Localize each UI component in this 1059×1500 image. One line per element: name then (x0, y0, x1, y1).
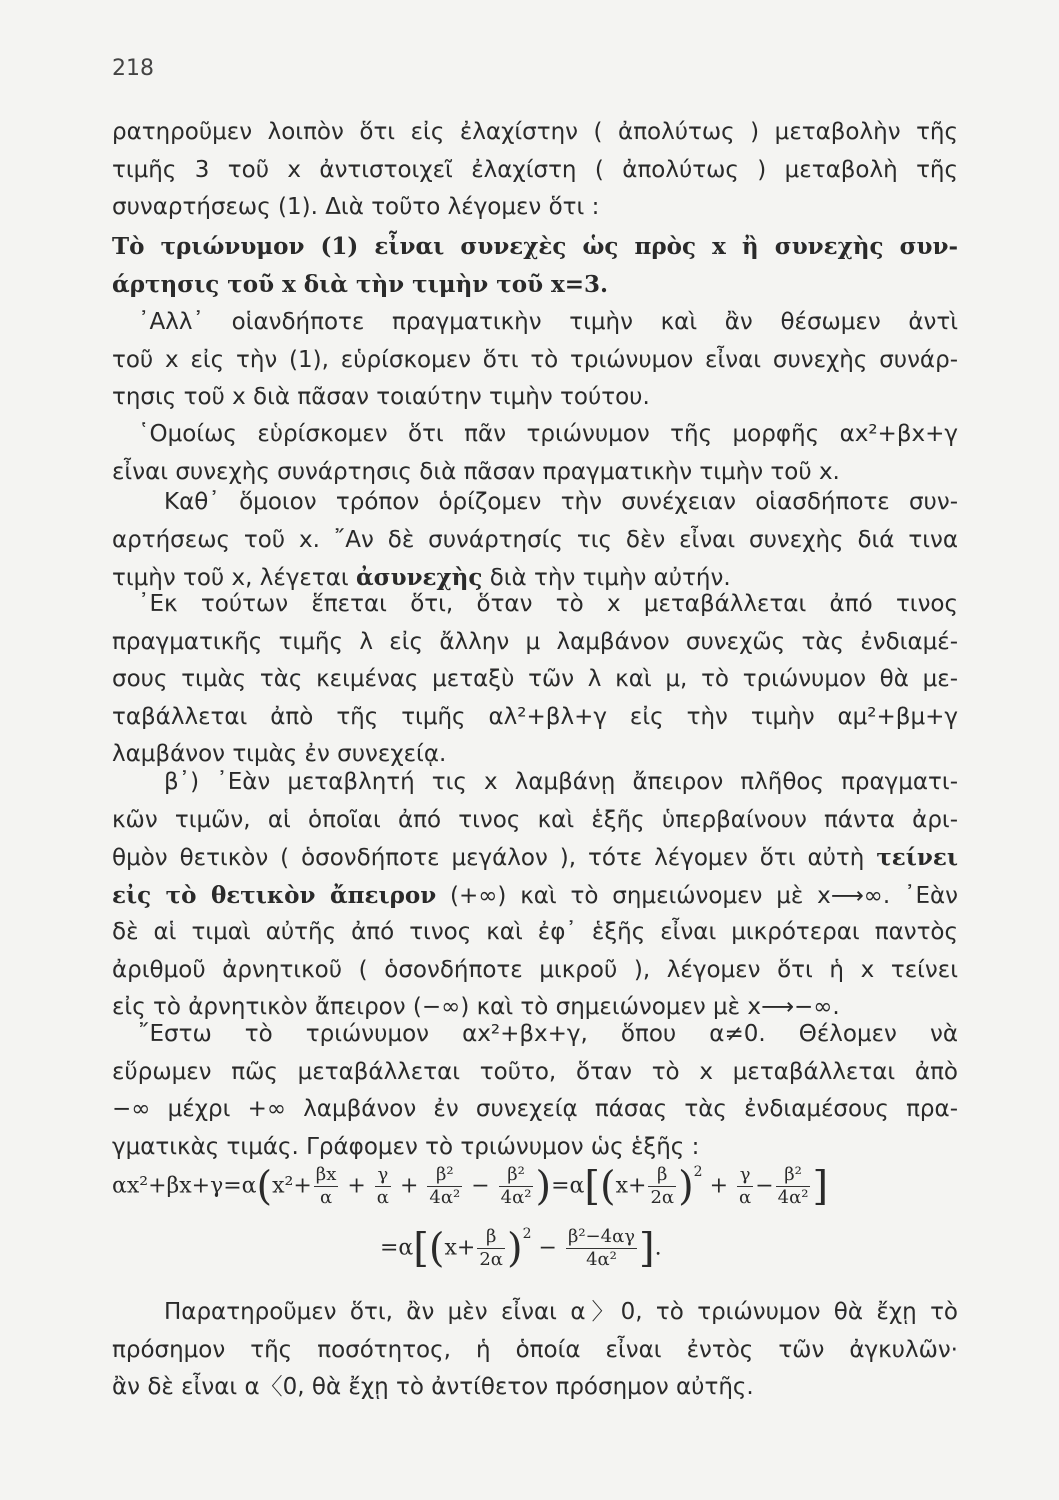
text-line: ταβάλλεται ἀπὸ τῆς τιμῆς αλ²+βλ+γ εἰς τὴν τιμὴν αμ²+βμ+γ (112, 703, 958, 730)
text-line: ρατηροῦμεν λοιπὸν ὅτι εἰς ἐλαχίστην ( ἀπολύτως ) μεταβολὴν τῆς (112, 119, 958, 145)
text-line: Παρατηροῦμεν ὅτι, ἂν μὲν εἶναι α〉0, τὸ τριώνυμον θὰ ἔχῃ τὸ (164, 1299, 958, 1325)
page-number: 218 (112, 56, 154, 81)
fraction (737, 1164, 753, 1209)
formula-lhs: αx²+βx+γ=α (112, 1173, 257, 1199)
denominator: 4α² (500, 1187, 532, 1208)
text-line: ῎Εστω τὸ τριώνυμον αx²+βx+γ, ὅπου α≠0. Θέλομεν νὰ (138, 1021, 958, 1047)
numerator: β² (776, 1164, 811, 1187)
numerator: β (477, 1226, 505, 1249)
operator: + (709, 1173, 729, 1199)
denominator: 4α² (586, 1249, 617, 1270)
paren-close: ) (678, 1163, 694, 1210)
text-fragment: τιμὴν τοῦ x, λέγεται (112, 565, 356, 591)
fraction (427, 1164, 462, 1209)
fraction (648, 1164, 676, 1209)
text-line: γματικὰς τιμάς. Γράφομεν τὸ τριώνυμον ὡς ἑξῆς : (112, 1133, 700, 1160)
bracket-close: ] (639, 1225, 655, 1272)
term-positive-infinity: εἰς τὸ θετικὸν ἄπειρον (112, 881, 437, 909)
text-fragment: θμὸν θετικὸν ( ὁσονδήποτε μεγάλον ), τότε λέγομεν ὅτι αὐτὴ (112, 845, 877, 871)
denominator: α (376, 1187, 389, 1208)
numerator: β²−4αγ (567, 1226, 636, 1247)
fraction (776, 1164, 811, 1209)
formula-term: =α (380, 1235, 414, 1261)
bracket-open: [ (584, 1163, 600, 1210)
denominator: α (739, 1187, 752, 1208)
operator: + (347, 1173, 366, 1199)
formula-line-2 (380, 1226, 880, 1271)
text-line: σους τιμὰς τὰς κειμένας μεταξὺ τῶν λ καὶ μ, τὸ τριώνυμον θὰ με- (112, 666, 958, 692)
text-line: τιμῆς 3 τοῦ x ἀντιστοιχεῖ ἐλαχίστη ( ἀπολύτως ) μεταβολὴ τῆς (112, 156, 958, 183)
fraction (375, 1164, 391, 1209)
text-fragment: διὰ τὴν τιμὴν αὐτήν. (482, 565, 731, 591)
text-line: εὕρωμεν πῶς μεταβάλλεται τοῦτο, ὅταν τὸ x μεταβάλλεται ἀπὸ (112, 1058, 958, 1085)
term-discontinuous: ἀσυνεχὴς (355, 564, 483, 591)
formula-line-1 (112, 1164, 958, 1209)
term-tends: τείνει (876, 844, 958, 871)
text-line: πρόσημον τῆς ποσότητος, ἡ ὁποία εἶναι ἐντὸς τῶν ἀγκυλῶν· (112, 1336, 958, 1363)
denominator: 4α² (777, 1187, 809, 1208)
text-line: συναρτήσεως (1). Διὰ τοῦτο λέγομεν ὅτι : (112, 194, 600, 220)
fraction (566, 1226, 637, 1271)
text-line: εἰς τὸ ἀρνητικὸν ἄπειρον (−∞) καὶ τὸ σημειώνομεν μὲ x⟶−∞. (112, 994, 840, 1020)
text-line: άρτησις τοῦ x διὰ τὴν τιμὴν τοῦ x=3. (112, 270, 609, 298)
text-line: πραγματικῆς τιμῆς λ εἰς ἄλλην μ λαμβάνον συνεχῶς τὰς ἐνδιαμέ- (112, 628, 958, 655)
operator: − (471, 1173, 490, 1199)
bracket-close: ] (812, 1163, 829, 1210)
fraction (314, 1164, 339, 1209)
text-line: −∞ μέχρι +∞ λαμβάνον ἐν συνεχείᾳ πάσας τὰς ἐνδιαμέσους πρα- (112, 1096, 958, 1122)
numerator: γ (375, 1164, 391, 1187)
paren-close: ) (506, 1225, 523, 1272)
text-line: Τὸ τριώνυμον (1) εἶναι συνεχὲς ὡς πρὸς x ἢ συνεχὴς συν- (112, 233, 958, 260)
numerator: γ (737, 1164, 753, 1187)
text-line: ᾿Αλλ᾿ οἱανδήποτε πραγματικὴν τιμὴν καὶ ἂν θέσωμεν ἀντὶ (138, 309, 958, 335)
text-line: ἂν δὲ εἶναι α〈0, θὰ ἔχῃ τὸ ἀντίθετον πρόσημον αὐτῆς. (112, 1374, 754, 1400)
numerator: β² (427, 1164, 462, 1187)
numerator: β² (499, 1164, 534, 1187)
text-line: εἶναι συνεχὴς συνάρτησις διὰ πᾶσαν πραγματικὴν τιμὴν τοῦ x. (112, 458, 840, 485)
text-line: β᾿) ᾿Εὰν μεταβλητή τις x λαμβάνῃ ἄπειρον πλῆθος πραγματι- (164, 769, 958, 795)
paren-close: ) (535, 1163, 552, 1210)
numerator: βx (315, 1164, 337, 1185)
operator: − (538, 1235, 557, 1261)
formula-term: x+ (615, 1173, 647, 1199)
text-line (112, 877, 958, 915)
theorem-statement (112, 228, 958, 303)
exponent: 2 (522, 1226, 532, 1242)
numerator: β (648, 1164, 676, 1187)
denominator: α (320, 1187, 333, 1208)
operator: − (755, 1173, 774, 1199)
paragraph (112, 416, 958, 491)
denominator: 2α (479, 1249, 503, 1270)
text-line: ἀριθμοῦ ἀρνητικοῦ ( ὁσονδήποτε μικροῦ ), λέγομεν ὅτι ἡ x τείνει (112, 956, 958, 983)
text-line: κῶν τιμῶν, αἱ ὁποῖαι ἀπό τινος καὶ ἑξῆς ὑπερβαίνουν πάντα ἀρι- (112, 806, 958, 833)
operator: + (399, 1173, 419, 1199)
paragraph-continuation (112, 114, 958, 227)
text-fragment: (+∞) καὶ τὸ σημειώνομεν μὲ x⟶∞. ᾿Εὰν (436, 882, 958, 909)
formula-term: x²+ (272, 1173, 312, 1199)
paragraph (112, 586, 958, 774)
formula-term: =α (551, 1173, 585, 1199)
exponent: 2 (693, 1164, 703, 1180)
text-line: Καθ᾿ ὅμοιον τρόπον ὁρίζομεν τὴν συνέχειαν οἱασδήποτε συν- (164, 489, 958, 515)
fraction (477, 1226, 505, 1271)
paragraph (112, 1016, 958, 1166)
fraction (499, 1164, 534, 1209)
formula-period: . (654, 1235, 662, 1261)
text-line: λαμβάνον τιμὰς ἐν συνεχείᾳ. (112, 741, 447, 767)
text-line: ῾Ομοίως εὑρίσκομεν ὅτι πᾶν τριώνυμον τῆς μορφῆς αx²+βx+γ (138, 421, 958, 447)
text-line: αρτήσεως τοῦ x. ῎Αν δὲ συνάρτησίς τις δὲν εἶναι συνεχὴς διά τινα (112, 526, 958, 553)
paren-open: ( (600, 1163, 616, 1210)
paren-open: ( (428, 1225, 445, 1272)
denominator: 2α (650, 1187, 675, 1208)
text-line: τοῦ x εἰς τὴν (1), εὑρίσκομεν ὅτι τὸ τριώνυμον εἶναι συνεχὴς συνάρ- (112, 346, 958, 373)
paragraph (112, 484, 958, 597)
paragraph (112, 764, 958, 1027)
formula-term: x+ (444, 1235, 476, 1261)
text-line: τησις τοῦ x διὰ πᾶσαν τοιαύτην τιμὴν τούτου. (112, 384, 650, 410)
bracket-open: [ (413, 1225, 429, 1272)
paren-open: ( (256, 1163, 273, 1210)
text-line: δὲ αἱ τιμαὶ αὐτῆς ἀπό τινος καὶ ἐφ᾿ ἑξῆς εἶναι μικρότεραι παντὸς (112, 919, 958, 945)
denominator: 4α² (429, 1187, 461, 1208)
paragraph (112, 304, 958, 417)
paragraph (112, 1294, 958, 1407)
text-line: ᾿Εκ τούτων ἕπεται ὅτι, ὅταν τὸ x μεταβάλλεται ἀπό τινος (138, 591, 958, 617)
text-line (112, 839, 958, 877)
